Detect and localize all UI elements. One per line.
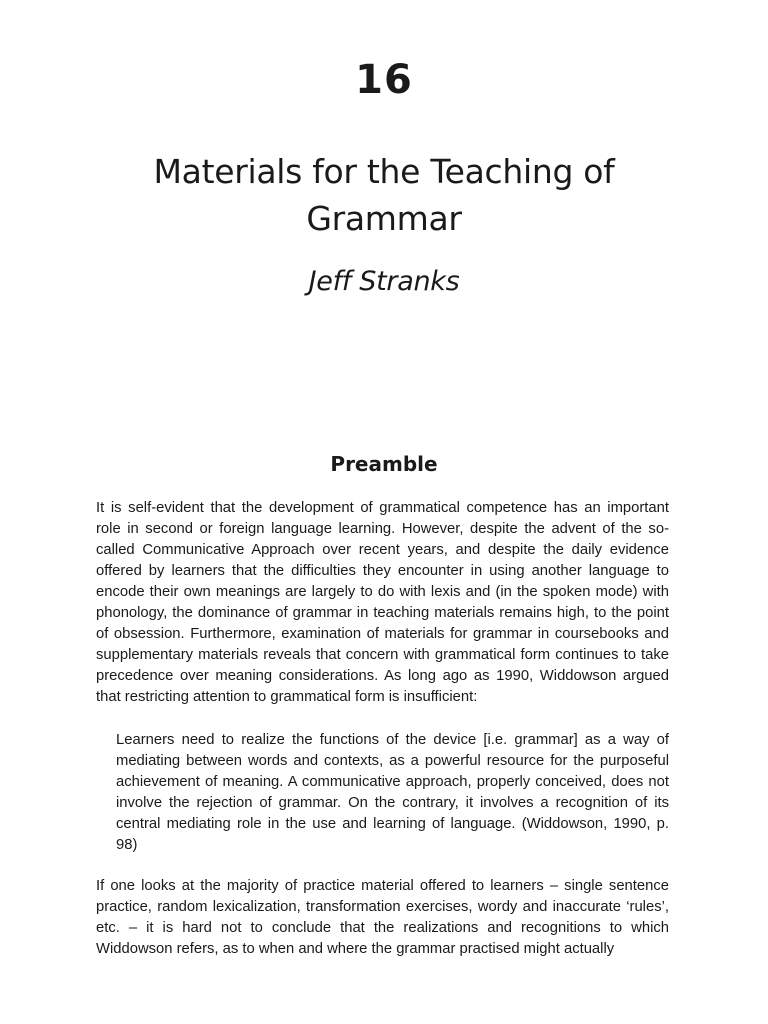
block-quote: Learners need to realize the functions of the device [i.e. grammar] as a way of mediating between words and contexts, as a powerful resource for the purposeful achievement of meaning. A communicative approach, properly conceived, does not involve the rejection of grammar. On the contrary, it involves a recognition of its central mediating role in the use and learning of language. (Widdowson, 1990, p. 98) xyxy=(116,732,669,853)
section-heading: Preamble xyxy=(330,452,438,476)
body-paragraph-2: If one looks at the majority of practice material offered to learners – single sentence practice, random lexicalization, transformation exercises, wordy and inaccurate ‘rules’, etc. – it is hard not to conclude that the realizations and recognitions to which Widdowson refers, as to when and where the grammar practised might actually xyxy=(96,878,669,957)
chapter-number: 16 xyxy=(355,57,413,103)
chapter-author: Jeff Stranks xyxy=(308,266,460,297)
body-paragraph-1: It is self-evident that the development of grammatical competence has an important role in second or foreign language learning. However, despite the advent of the so-called Communicative Approach over recent years, and despite the daily evidence offered by learners that the difficulties they encounter in using another language to encode their own meanings are largely to do with lexis and (in the spoken mode) with phonology, the dominance of grammar in teaching materials remains high, to the point of obsession. Furthermore, examination of materials for grammar in coursebooks and supplementary materials reveals that concern with grammatical form continues to take precedence over meaning considerations. As long ago as 1990, Widdowson argued that restricting attention to grammatical form is insufficient: xyxy=(96,500,669,705)
chapter-title: Materials for the Teaching of Grammar xyxy=(153,152,615,238)
